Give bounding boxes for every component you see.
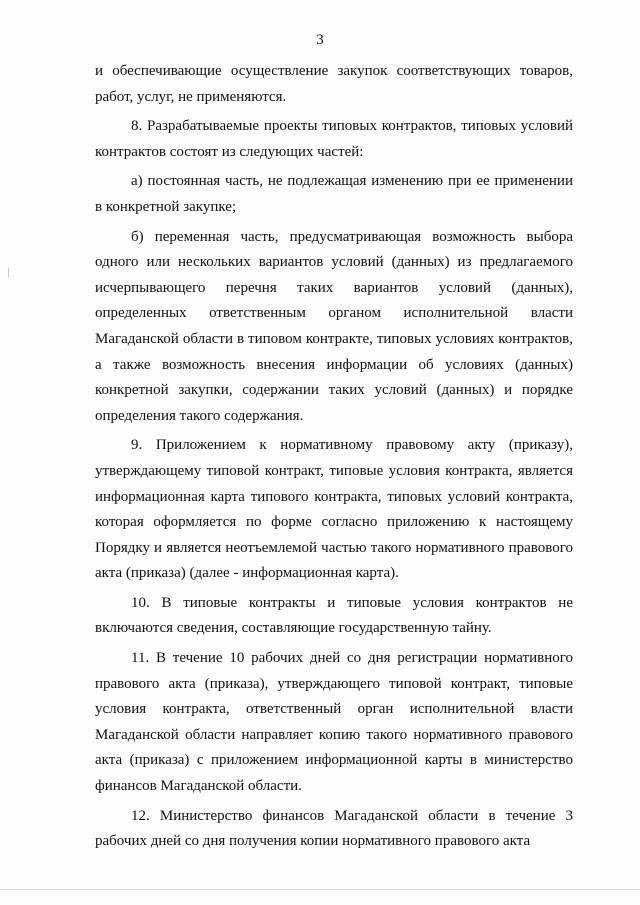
paragraph-continuation: и обеспечивающие осуществление закупок соответствующих товаров, работ, услуг, не применяются. bbox=[95, 63, 573, 105]
paragraph-8b: б) переменная часть, предусматривающая возможность выбора одного или нескольких вариантов условий (данных) из предлагаемого исчерпывающего перечня таких вариантов условий (данных), определенных ответственным органом исполнительной власти Магаданской области в типовом контракте, типовых условиях контрактов, а также возможность внесения информации об условиях (данных) конкретной закупки, содержании таких условий (данных) и порядке определения такого содержания. bbox=[95, 228, 573, 424]
paragraph-8a: а) постоянная часть, не подлежащая изменению при ее применении в конкретной закупке; bbox=[95, 173, 573, 215]
margin-mark bbox=[8, 268, 9, 277]
paragraph-8: 8. Разрабатываемые проекты типовых контрактов, типовых условий контрактов состоят из следующих частей: bbox=[95, 118, 573, 160]
document-body bbox=[95, 59, 573, 855]
paragraph-10: 10. В типовые контракты и типовые условия контрактов не включаются сведения, составляющие государственную тайну. bbox=[95, 594, 573, 637]
paragraph-9: 9. Приложением к нормативному правовому акту (приказу), утверждающему типовой контракт, типовые условия контракта, является информационная карта типового контракта, типовых условий контракта, которая оформляется по форме согласно приложению к настоящему Порядку и является неотъемлемой частью такого нормативного правового акта (приказа) (далее - информационная карта). bbox=[95, 437, 573, 582]
page-bottom-rule bbox=[0, 889, 640, 890]
paragraph-11: 11. В течение 10 рабочих дней со дня регистрации нормативного правового акта (приказа), утверждающего типовой контракт, типовые условия контракта, ответственный орган исполнительной власти Магаданской области направляет копию такого нормативного правового акта (приказа) с приложением информационной карты в министерство финансов Магаданской области. bbox=[95, 650, 573, 795]
page-number: 3 bbox=[316, 32, 324, 48]
paragraph-12: 12. Министерство финансов Магаданской области в течение 3 рабочих дней со дня получения копии нормативного правового акта bbox=[95, 807, 573, 850]
